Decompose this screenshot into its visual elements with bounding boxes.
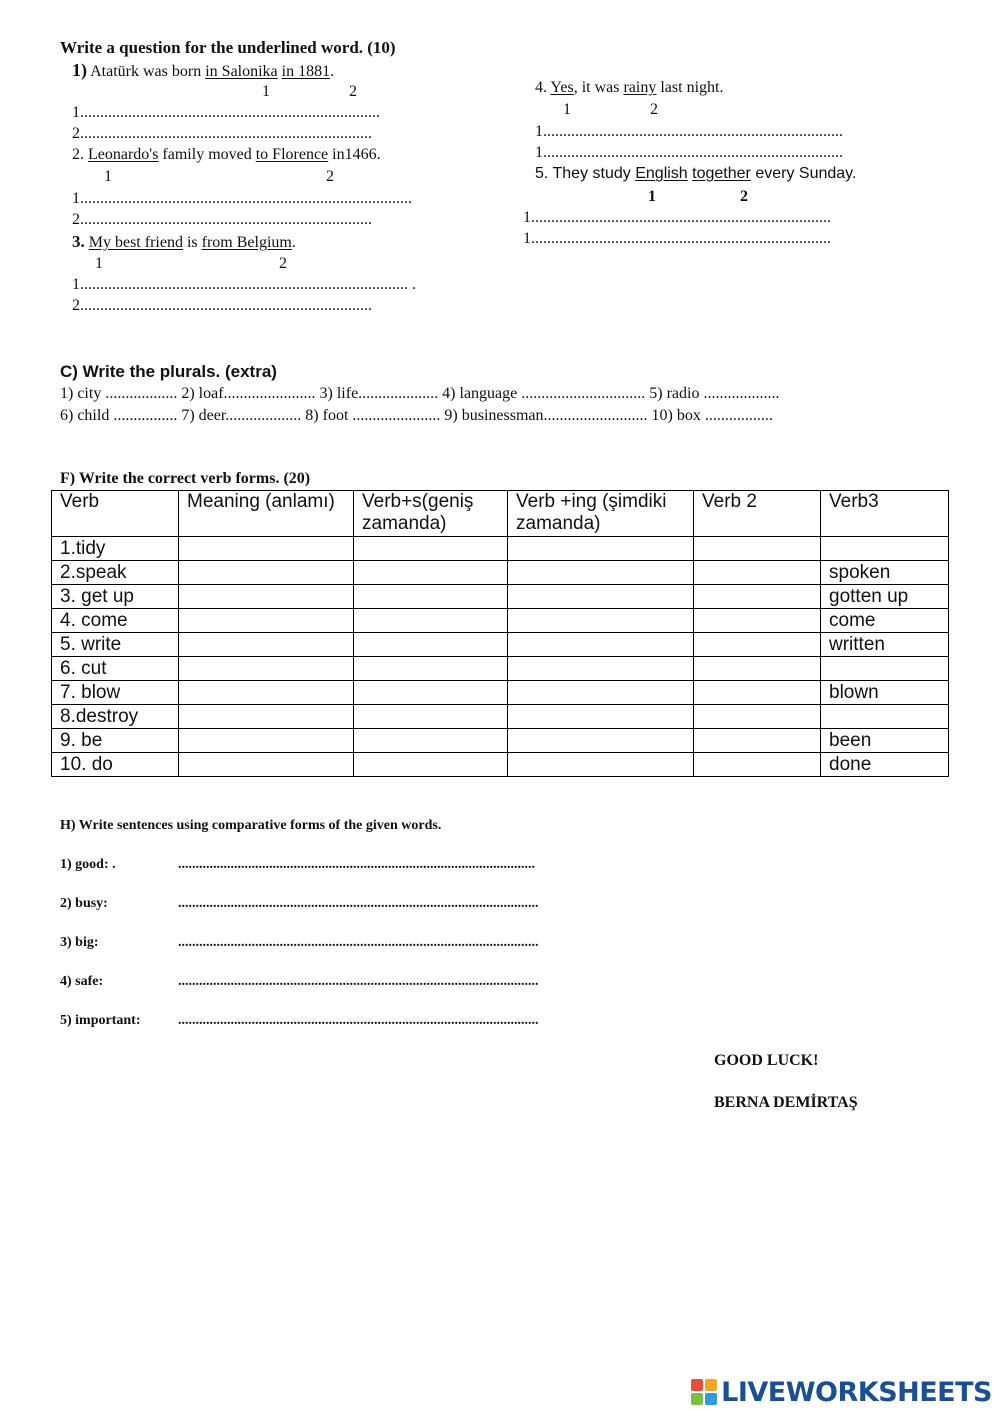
verb-cell: 8.destroy — [52, 705, 179, 729]
verb2-cell[interactable] — [694, 753, 821, 777]
section-comparatives-title: H) Write sentences using comparative forms of the given words. — [60, 818, 442, 833]
comparative-label: 5) important: — [60, 1013, 141, 1028]
verb3-cell: gotten up — [821, 585, 949, 609]
question-end: in1466. — [332, 146, 381, 163]
verb2-cell[interactable] — [694, 609, 821, 633]
question-1 — [72, 60, 334, 81]
meaning-cell[interactable] — [179, 633, 354, 657]
table-row — [52, 585, 949, 609]
table-row — [52, 705, 949, 729]
verb-ing-cell[interactable] — [508, 753, 694, 777]
question-5 — [535, 165, 856, 183]
verb-cell: 5. write — [52, 633, 179, 657]
question-end: last night. — [660, 79, 724, 96]
question-2 — [72, 146, 381, 164]
underlined-part-2: to Florence — [255, 146, 329, 163]
underlined-part-2: together — [692, 165, 751, 182]
verb-cell: 3. get up — [52, 585, 179, 609]
verb-s-cell[interactable] — [354, 609, 508, 633]
comparative-answer-line[interactable]: ....................................................................................................... — [178, 935, 539, 950]
question-end: . — [330, 63, 335, 80]
verb-ing-cell[interactable] — [508, 561, 694, 585]
table-row — [52, 729, 949, 753]
verb2-cell[interactable] — [694, 537, 821, 561]
table-row — [52, 657, 949, 681]
verb-ing-cell[interactable] — [508, 609, 694, 633]
underlined-part-1: Leonardo's — [88, 146, 159, 163]
logo-tile — [691, 1393, 703, 1405]
answer-line[interactable]: 1........................................................................... — [535, 144, 843, 161]
header-verb3: Verb3 — [821, 491, 949, 537]
comparative-answer-line[interactable]: ....................................................................................................... — [178, 1013, 539, 1028]
comparative-label: 1) good: . — [60, 857, 116, 872]
underlined-part-1: in Salonika — [205, 63, 278, 80]
question-end: . — [291, 234, 296, 251]
meaning-cell[interactable] — [179, 537, 354, 561]
question-number: 2. — [72, 146, 84, 163]
liveworksheets-logo[interactable] — [691, 1375, 992, 1409]
verb-cell: 1.tidy — [52, 537, 179, 561]
table-row — [52, 537, 949, 561]
answer-line[interactable]: 1................................................................................... — [72, 190, 412, 207]
section-question-title: Write a question for the underlined word. (10) — [60, 38, 396, 57]
answer-line[interactable]: 1........................................................................... — [523, 209, 831, 226]
marker-1: 1 — [104, 168, 112, 185]
underlined-part-2: from Belgium — [201, 234, 292, 251]
section-verbs-title: F) Write the correct verb forms. (20) — [60, 470, 311, 487]
verb-ing-cell[interactable] — [508, 705, 694, 729]
verb3-cell: done — [821, 753, 949, 777]
header-verb2: Verb 2 — [694, 491, 821, 537]
verb-s-cell[interactable] — [354, 729, 508, 753]
meaning-cell[interactable] — [179, 753, 354, 777]
marker-1: 1 — [95, 255, 103, 272]
verb2-cell[interactable] — [694, 657, 821, 681]
marker-1: 1 — [563, 101, 571, 118]
verb-s-cell[interactable] — [354, 585, 508, 609]
question-number: 3. — [72, 232, 85, 251]
logo-tile — [691, 1379, 703, 1391]
question-4 — [535, 79, 723, 97]
meaning-cell[interactable] — [179, 705, 354, 729]
question-3 — [72, 232, 296, 252]
comparative-label: 4) safe: — [60, 974, 104, 989]
verb-cell: 4. come — [52, 609, 179, 633]
marker-1: 1 — [262, 83, 270, 100]
logo-text: LIVEWORKSHEETS — [721, 1376, 992, 1408]
verb2-cell[interactable] — [694, 705, 821, 729]
verb-s-cell[interactable] — [354, 537, 508, 561]
verb-cell: 9. be — [52, 729, 179, 753]
meaning-cell[interactable] — [179, 609, 354, 633]
answer-line[interactable]: 2......................................................................... — [72, 297, 372, 314]
header-meaning: Meaning (anlamı) — [179, 491, 354, 537]
table-row — [52, 681, 949, 705]
verb-s-cell[interactable] — [354, 681, 508, 705]
question-number: 4. — [535, 79, 547, 96]
table-row — [52, 753, 949, 777]
comparative-answer-line[interactable]: ...................................................................................................... — [178, 857, 535, 872]
verb3-cell: come — [821, 609, 949, 633]
comparative-answer-line[interactable]: ....................................................................................................... — [178, 974, 539, 989]
meaning-cell[interactable] — [179, 681, 354, 705]
underlined-part-1: My best friend — [88, 234, 183, 251]
verb3-cell: been — [821, 729, 949, 753]
table-row — [52, 609, 949, 633]
table-header-row — [52, 491, 949, 537]
meaning-cell[interactable] — [179, 561, 354, 585]
verb3-cell[interactable] — [821, 537, 949, 561]
verb-cell: 2.speak — [52, 561, 179, 585]
marker-2: 2 — [326, 168, 334, 185]
verb-ing-cell[interactable] — [508, 633, 694, 657]
verb-s-cell[interactable] — [354, 561, 508, 585]
verb-cell: 7. blow — [52, 681, 179, 705]
verb-ing-cell[interactable] — [508, 537, 694, 561]
verb-ing-cell[interactable] — [508, 585, 694, 609]
verb2-cell[interactable] — [694, 633, 821, 657]
answer-line[interactable]: 1........................................................................... — [72, 104, 380, 121]
marker-2: 2 — [740, 188, 748, 205]
table-row — [52, 561, 949, 585]
answer-line[interactable]: 1........................................................................... — [535, 123, 843, 140]
comparative-answer-line[interactable]: ....................................................................................................... — [178, 896, 539, 911]
verb3-cell[interactable] — [821, 705, 949, 729]
question-end: every Sunday. — [755, 165, 857, 182]
verb-ing-cell[interactable] — [508, 681, 694, 705]
section-plurals-title: C) Write the plurals. (extra) — [60, 362, 277, 381]
meaning-cell[interactable] — [179, 585, 354, 609]
answer-line[interactable]: 1.................................................................................. . — [72, 276, 416, 293]
question-text: , it was — [573, 79, 620, 96]
header-verb-s: Verb+s(geniş zamanda) — [354, 491, 508, 537]
underlined-part-2: rainy — [623, 79, 657, 96]
verb-s-cell[interactable] — [354, 657, 508, 681]
question-text: is — [186, 234, 198, 251]
plurals-row-1[interactable]: 1) city .................. 2) loaf....................... 3) life.................... 4) language ............................... 5) radio ................... — [60, 385, 780, 402]
verb-ing-cell[interactable] — [508, 657, 694, 681]
underlined-part-1: English — [635, 165, 688, 182]
underlined-part-1: Yes — [550, 79, 574, 96]
verb3-cell: blown — [821, 681, 949, 705]
author-name: BERNA DEMİRTAŞ — [714, 1094, 858, 1111]
plurals-row-2[interactable]: 6) child ................ 7) deer................... 8) foot ...................... 9) businessman.......................... 10) box ................. — [60, 407, 773, 424]
liveworksheets-logo-icon — [691, 1379, 717, 1405]
verb3-cell: spoken — [821, 561, 949, 585]
verb-s-cell[interactable] — [354, 705, 508, 729]
verb3-cell: written — [821, 633, 949, 657]
marker-2: 2 — [349, 83, 357, 100]
answer-line[interactable]: 2......................................................................... — [72, 125, 372, 142]
header-verb-ing: Verb +ing (şimdiki zamanda) — [508, 491, 694, 537]
logo-tile — [705, 1379, 717, 1391]
good-luck-text: GOOD LUCK! — [714, 1052, 819, 1069]
underlined-part-2: in 1881 — [281, 63, 331, 80]
verb2-cell[interactable] — [694, 729, 821, 753]
verb-s-cell[interactable] — [354, 753, 508, 777]
marker-2: 2 — [279, 255, 287, 272]
answer-line[interactable]: 2......................................................................... — [72, 211, 372, 228]
verb2-cell[interactable] — [694, 681, 821, 705]
logo-tile — [705, 1393, 717, 1405]
marker-2: 2 — [650, 101, 658, 118]
verb3-cell[interactable] — [821, 657, 949, 681]
comparative-label: 2) busy: — [60, 896, 108, 911]
verb-cell: 6. cut — [52, 657, 179, 681]
verb-cell: 10. do — [52, 753, 179, 777]
verb-forms-table — [51, 490, 949, 777]
question-number: 1) — [72, 60, 87, 80]
comparative-label: 3) big: — [60, 935, 99, 950]
header-verb: Verb — [52, 491, 179, 537]
marker-1: 1 — [648, 188, 656, 205]
table-row — [52, 633, 949, 657]
question-text: Atatürk was born — [90, 63, 202, 80]
verb2-cell[interactable] — [694, 561, 821, 585]
verb-s-cell[interactable] — [354, 633, 508, 657]
verb2-cell[interactable] — [694, 585, 821, 609]
meaning-cell[interactable] — [179, 729, 354, 753]
question-text: family moved — [162, 146, 252, 163]
question-number: 5. — [535, 165, 549, 182]
verb-ing-cell[interactable] — [508, 729, 694, 753]
question-text: They study — [552, 165, 631, 182]
meaning-cell[interactable] — [179, 657, 354, 681]
answer-line[interactable]: 1........................................................................... — [523, 230, 831, 247]
